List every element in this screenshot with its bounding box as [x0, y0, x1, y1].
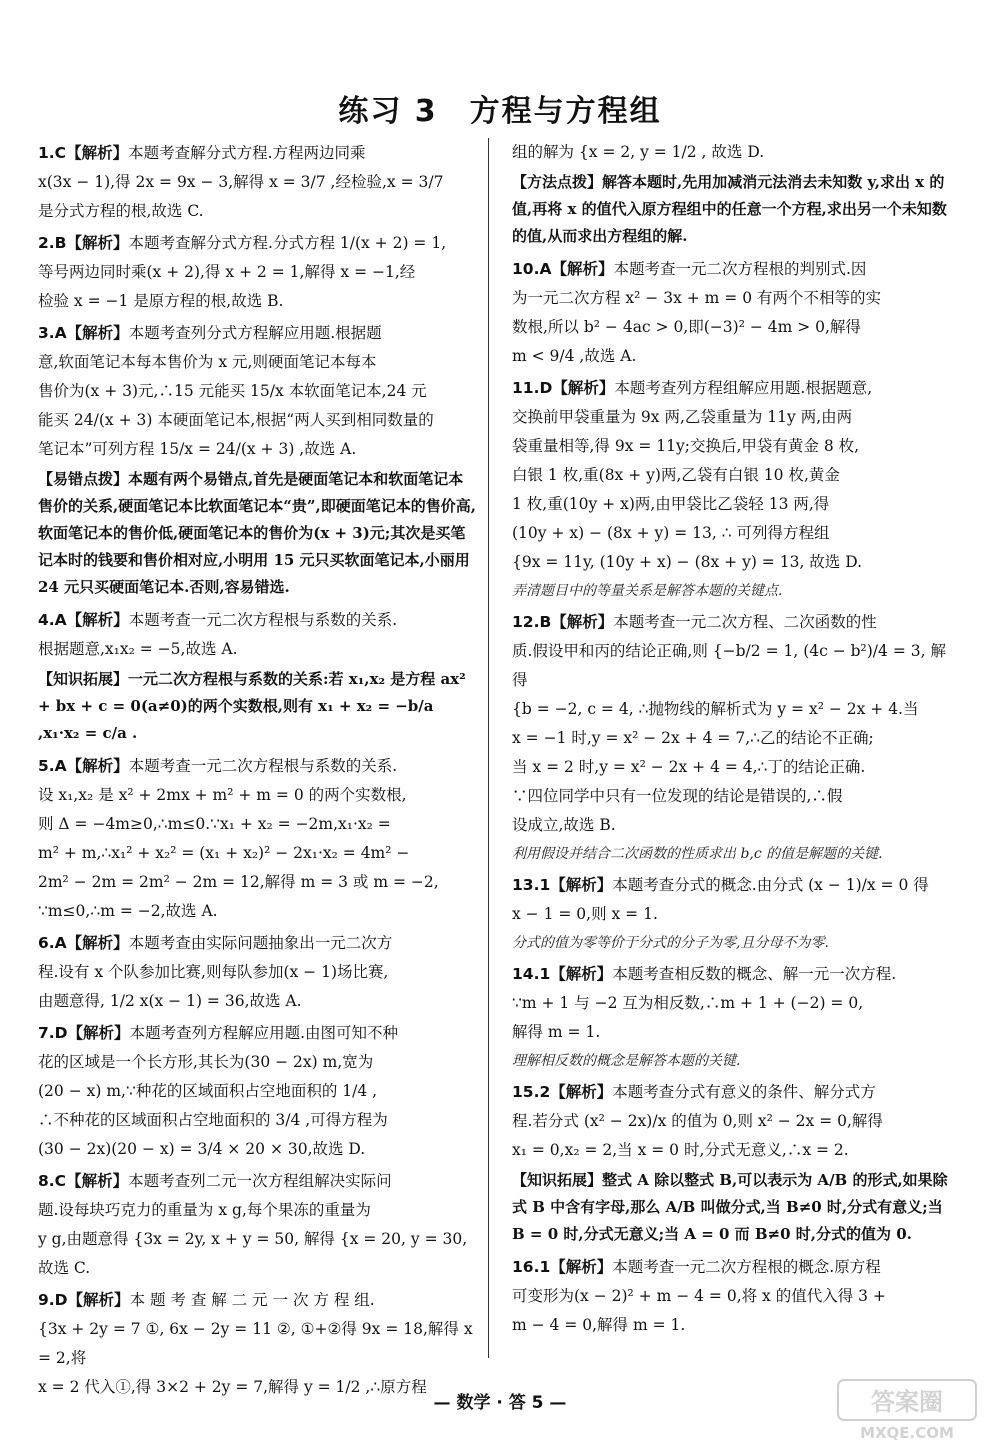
answer-text: {9x = 11y, (10y + x) − (8x + y) = 13, 故选 D.: [512, 553, 863, 571]
answer-text: y g,由题意得 {3x = 2y, x + y = 50, 解得 {x = 20, y = 30, 故选 C.: [38, 1230, 468, 1277]
answer-line: [512, 432, 952, 461]
analysis-tag: 【解析】: [66, 610, 129, 629]
callout-box: 【易错点拨】本题有两个易错点,首先是硬面笔记本和软面笔记本售价的关系,硬面笔记本比软面笔记本“贵”,即硬面笔记本的售价高,软面笔记本的售价低,硬面笔记本的售价为(x + 3)元;其次是买笔记本时的钱要和售价相对应,小明用 15 元只买软面笔记本,小丽用 24 元只买硬面笔记本.否则,容易错选.: [38, 470, 476, 596]
analysis-tag: 【解析】: [66, 143, 129, 162]
answer-text: 本题考查一元二次方程、二次函数的性: [613, 613, 877, 631]
answer-line: [38, 287, 478, 316]
answer-item: [38, 751, 478, 926]
answer-text: 则 Δ = −4m≥0,∴m≤0.∵x₁ + x₂ = −2m,x₁·x₂ =: [38, 815, 391, 833]
answer-text: ∵m≤0,∴m = −2,故选 A.: [38, 902, 218, 920]
answer-number: 12.B: [512, 613, 552, 631]
analysis-tag: 【解析】: [550, 1082, 613, 1101]
answer-line: [38, 810, 478, 839]
answer-text: m² + m,∴x₁² + x₂² = (x₁ + x₂)² − 2x₁·x₂ = 4m² −: [38, 844, 410, 862]
answer-text: 袋重量相等,得 9x = 11y;交换后,甲袋有黄金 8 枚,: [512, 437, 860, 455]
answer-text: (30 − 2x)(20 − x) = 3/4 × 20 × 30,故选 D.: [38, 1140, 366, 1158]
watermark-text: 答案圈: [871, 1388, 943, 1416]
answer-line: [38, 1225, 478, 1283]
answer-line: [512, 1018, 952, 1047]
answer-line: [512, 490, 952, 519]
answer-text: x(3x − 1),得 2x = 9x − 3,解得 x = 3/7 ,经检验,x = 3/7: [38, 173, 444, 191]
answer-line: [38, 1048, 478, 1077]
answer-text: 由题意得, 1/2 x(x − 1) = 36,故选 A.: [38, 992, 302, 1010]
answer-line: [38, 197, 478, 226]
answer-text: (20 − x) m,∵种花的区域面积占空地面积的 1/4 ,: [38, 1082, 378, 1100]
analysis-tag: 【解析】: [66, 323, 129, 342]
answer-line: [512, 1311, 952, 1340]
answer-line: [512, 607, 952, 637]
answer-text: 本题考查解分式方程.方程两边同乘: [128, 144, 366, 162]
answer-line: [512, 461, 952, 490]
answer-line: [512, 637, 952, 695]
answer-text: m < 9/4 ,故选 A.: [512, 347, 637, 365]
answer-item: [512, 959, 952, 1047]
answer-text: 设成立,故选 B.: [512, 816, 616, 834]
answer-text: 交换前甲袋重量为 9x 两,乙袋重量为 11y 两,由两: [512, 408, 853, 426]
answer-text: 是分式方程的根,故选 C.: [38, 202, 204, 220]
answer-text: x₁ = 0,x₂ = 2,当 x = 0 时,分式无意义,∴x = 2.: [512, 1141, 849, 1159]
answer-line: [38, 435, 478, 464]
answer-text: 能买 24/(x + 3) 本硬面笔记本,根据“两人买到相同数量的: [38, 411, 434, 429]
answer-text: 本题考查一元二次方程根与系数的关系.: [128, 611, 398, 629]
answer-text: 本题考查列方程解应用题.由图可知不种: [129, 1024, 398, 1042]
answer-text: 本题考查相反数的概念、解一元一次方程.: [612, 965, 897, 983]
answer-line: [38, 635, 478, 664]
answer-number: 8.C: [38, 1172, 67, 1190]
answer-text: 本 题 考 查 解 二 元 一 次 方 程 组.: [129, 1291, 375, 1309]
answer-line: [38, 987, 478, 1016]
answer-number: 13.1: [512, 876, 551, 894]
answer-text: 笔记本”可列方程 15/x = 24/(x + 3) ,故选 A.: [38, 440, 357, 458]
answer-text: 根据题意,x₁x₂ = −5,故选 A.: [38, 640, 238, 658]
answer-text: 本题考查一元二次方程根与系数的关系.: [128, 757, 398, 775]
answer-line: [38, 1018, 478, 1048]
answer-line: [38, 1285, 478, 1315]
answer-text: 检验 x = −1 是原方程的根,故选 B.: [38, 292, 284, 310]
answer-number: 5.A: [38, 757, 67, 775]
analysis-tag: 【解析】: [551, 259, 614, 278]
page-footer: — 数学 · 答 5 —: [433, 1393, 567, 1413]
analysis-tag: 【解析】: [67, 1290, 130, 1309]
answer-note: 分式的值为零等价于分式的分子为零,且分母不为零.: [512, 935, 829, 951]
answer-number: 4.A: [38, 611, 67, 629]
answer-number: 7.D: [38, 1024, 68, 1042]
answer-line: [38, 868, 478, 897]
answer-item: [38, 1018, 478, 1164]
answer-text: {3x + 2y = 7 ①, 6x − 2y = 11 ②, ①+②得 9x = 18,解得 x = 2,将: [38, 1320, 473, 1367]
answer-text: 组的解为 {x = 2, y = 1/2 , 故选 D.: [512, 143, 765, 161]
answer-number: 15.2: [512, 1083, 551, 1101]
answer-item: [512, 254, 952, 371]
answer-text: 白银 1 枚,重(8x + y)两,乙袋有白银 10 枚,黄金: [512, 466, 840, 484]
answer-text: 解得 m = 1.: [512, 1023, 601, 1041]
answer-text: 当 x = 2 时,y = x² − 2x + 4 = 4,∴丁的结论正确.: [512, 758, 866, 776]
answer-text: 1 枚,重(10y + x)两,由甲袋比乙袋轻 13 两,得: [512, 495, 830, 513]
answer-text: 本题考查列二元一次方程组解决实际问: [128, 1172, 392, 1190]
answer-item: [38, 1285, 478, 1402]
analysis-tag: 【解析】: [550, 1257, 613, 1276]
answer-line: [38, 348, 478, 377]
watermark-sub: MXQE.COM: [860, 1424, 954, 1442]
analysis-tag: 【解析】: [67, 1023, 130, 1042]
answer-line: [38, 1166, 478, 1196]
answer-text: ∵m + 1 与 −2 互为相反数,∴m + 1 + (−2) = 0,: [512, 994, 864, 1012]
answer-line: [512, 313, 952, 342]
answer-line: [38, 1135, 478, 1164]
analysis-tag: 【解析】: [552, 378, 615, 397]
answer-line: [512, 900, 952, 929]
answer-text: 本题考查一元二次方程根的判别式.因: [613, 260, 867, 278]
answer-line: [512, 519, 952, 548]
page-title: 练习 3 方程与方程组: [338, 94, 662, 129]
answer-line: [512, 782, 952, 811]
answer-item: [38, 928, 478, 1016]
watermark-logo: [832, 1374, 982, 1444]
answer-item: [512, 870, 952, 929]
answer-item: [512, 1077, 952, 1165]
answer-item: [512, 373, 952, 577]
answer-number: 10.A: [512, 260, 552, 278]
answer-line: [512, 870, 952, 900]
answer-note: 理解相反数的概念是解答本题的关键.: [512, 1053, 741, 1069]
answer-item: [38, 1166, 478, 1283]
analysis-tag: 【解析】: [66, 756, 129, 775]
answer-item: [512, 1252, 952, 1340]
answer-text: 数根,所以 b² − 4ac > 0,即(−3)² − 4m > 0,解得: [512, 318, 861, 336]
answer-text: ∵四位同学中只有一位发现的结论是错误的,∴假: [512, 787, 843, 805]
callout-box: 【知识拓展】一元二次方程根与系数的关系:若 x₁,x₂ 是方程 ax² + bx + c = 0(a≠0)的两个实数根,则有 x₁ + x₂ = −b/a ,x₁·x₂ = c/a .: [38, 670, 466, 742]
answer-line: [512, 342, 952, 371]
answer-note: 利用假设并结合二次函数的性质求出 b,c 的值是解题的关键.: [512, 846, 883, 862]
answer-item: [38, 318, 478, 464]
answer-text: 题.设每块巧克力的重量为 x g,每个果冻的重量为: [38, 1201, 371, 1219]
answer-number: 14.1: [512, 965, 551, 983]
analysis-tag: 【解析】: [66, 1171, 129, 1190]
answer-text: 本题考查分式的概念.由分式 (x − 1)/x = 0 得: [612, 876, 929, 894]
answer-text: x = 2 代入①,得 3×2 + 2y = 7,解得 y = 1/2 ,∴原方程: [38, 1378, 427, 1396]
answer-number: 16.1: [512, 1258, 551, 1276]
answer-text: 可变形为(x − 2)² + m − 4 = 0,将 x 的值代入得 3 +: [512, 1287, 886, 1305]
answer-line: [512, 1136, 952, 1165]
answer-line: [512, 1282, 952, 1311]
answer-line: [512, 695, 952, 724]
answer-line: [38, 1106, 478, 1135]
answer-item: [38, 138, 478, 226]
answer-number: 2.B: [38, 234, 67, 252]
answer-text: x − 1 = 0,则 x = 1.: [512, 905, 658, 923]
answer-text: 本题考查列方程组解应用题.根据题意,: [614, 379, 873, 397]
answer-text: 设 x₁,x₂ 是 x² + 2mx + m² + m = 0 的两个实数根,: [38, 786, 407, 804]
answer-line: [38, 897, 478, 926]
answer-text: 为一元二次方程 x² − 3x + m = 0 有两个不相等的实: [512, 289, 881, 307]
right-column: [512, 138, 952, 1342]
callout-box: 【知识拓展】整式 A 除以整式 B,可以表示为 A/B 的形式,如果除式 B 中含有字母,那么 A/B 叫做分式,当 B≠0 时,分式有意义;当 B = 0 时,分式无意义;当 A = 0 而 B≠0 时,分式的值为 0.: [512, 1171, 948, 1243]
answer-line: [38, 605, 478, 635]
answer-line: [38, 168, 478, 197]
analysis-tag: 【解析】: [550, 964, 613, 983]
answer-text: 本题考查由实际问题抽象出一元二次方: [128, 934, 393, 952]
answer-text: 质.假设甲和丙的结论正确,则 {−b/2 = 1, (4c − b²)/4 = 3, 解得: [512, 642, 946, 689]
answer-text: (10y + x) − (8x + y) = 13, ∴ 可列得方程组: [512, 524, 830, 542]
answer-number: 6.A: [38, 934, 67, 952]
answer-text: m − 4 = 0,解得 m = 1.: [512, 1316, 686, 1334]
answer-line: [38, 958, 478, 987]
answer-text: x = −1 时,y = x² − 2x + 4 = 7,∴乙的结论不正确;: [512, 729, 874, 747]
answer-line: [512, 811, 952, 840]
answer-line: [512, 284, 952, 313]
left-column: [38, 138, 478, 1404]
answer-line: [512, 753, 952, 782]
answer-text: 本题考查列分式方程解应用题.根据题: [128, 324, 382, 342]
answer-line: [512, 254, 952, 284]
answer-text: 程.设有 x 个队参加比赛,则每队参加(x − 1)场比赛,: [38, 963, 389, 981]
answer-line: [38, 751, 478, 781]
answer-number: 1.C: [38, 144, 67, 162]
answer-text: 程.若分式 (x² − 2x)/x 的值为 0,则 x² − 2x = 0,解得: [512, 1112, 883, 1130]
answer-item: [512, 138, 952, 167]
answer-text: 售价为(x + 3)元,∴15 元能买 15/x 本软面笔记本,24 元: [38, 382, 427, 400]
callout-box: 【方法点拨】解答本题时,先用加减消元法消去未知数 y,求出 x 的值,再将 x 的值代入原方程组中的任意一个方程,求出另一个未知数的值,从而求出方程组的解.: [512, 173, 947, 245]
answer-item: [38, 228, 478, 316]
answer-number: 3.A: [38, 324, 67, 342]
answer-line: [38, 406, 478, 435]
answer-number: 11.D: [512, 379, 553, 397]
answer-text: 等号两边同时乘(x + 2),得 x + 2 = 1,解得 x = −1,经: [38, 263, 416, 281]
analysis-tag: 【解析】: [66, 233, 129, 252]
answer-line: [38, 258, 478, 287]
answer-text: 本题考查一元二次方程根的概念.原方程: [612, 1258, 881, 1276]
column-divider: [488, 138, 489, 1358]
answer-line: [512, 403, 952, 432]
answer-line: [512, 1252, 952, 1282]
answer-number: 9.D: [38, 1291, 68, 1309]
answer-line: [38, 781, 478, 810]
analysis-tag: 【解析】: [550, 875, 613, 894]
answer-line: [38, 1077, 478, 1106]
analysis-tag: 【解析】: [66, 933, 129, 952]
answer-note: 弄清题目中的等量关系是解答本题的关键点.: [512, 583, 783, 599]
answer-item: [38, 605, 478, 664]
answer-line: [38, 1315, 478, 1373]
answer-text: 本题考查分式有意义的条件、解分式方: [612, 1083, 876, 1101]
answer-line: [38, 377, 478, 406]
answer-text: ∴不种花的区域面积占空地面积的 3/4 ,可得方程为: [38, 1111, 388, 1129]
answer-text: 意,软面笔记本每本售价为 x 元,则硬面笔记本每本: [38, 353, 377, 371]
answer-item: [512, 607, 952, 840]
answer-text: {b = −2, c = 4, ∴抛物线的解析式为 y = x² − 2x + 4.当: [512, 700, 919, 718]
answer-line: [512, 959, 952, 989]
answer-line: [38, 318, 478, 348]
analysis-tag: 【解析】: [551, 612, 614, 631]
answer-text: 花的区域是一个长方形,其长为(30 − 2x) m,宽为: [38, 1053, 374, 1071]
answer-line: [38, 138, 478, 168]
answer-line: [38, 228, 478, 258]
answer-text: 2m² − 2m = 2m² − 2m = 12,解得 m = 3 或 m = −2,: [38, 873, 439, 891]
answer-text: 本题考查解分式方程.分式方程 1/(x + 2) = 1,: [128, 234, 447, 252]
answer-line: [512, 373, 952, 403]
answer-line: [512, 724, 952, 753]
answer-line: [38, 928, 478, 958]
answer-line: [512, 548, 952, 577]
answer-line: [38, 1196, 478, 1225]
answer-line: [512, 989, 952, 1018]
answer-line: [38, 839, 478, 868]
answer-line: [512, 138, 952, 167]
answer-line: [512, 1077, 952, 1107]
watermark-icon: [832, 1374, 982, 1444]
answer-line: [512, 1107, 952, 1136]
